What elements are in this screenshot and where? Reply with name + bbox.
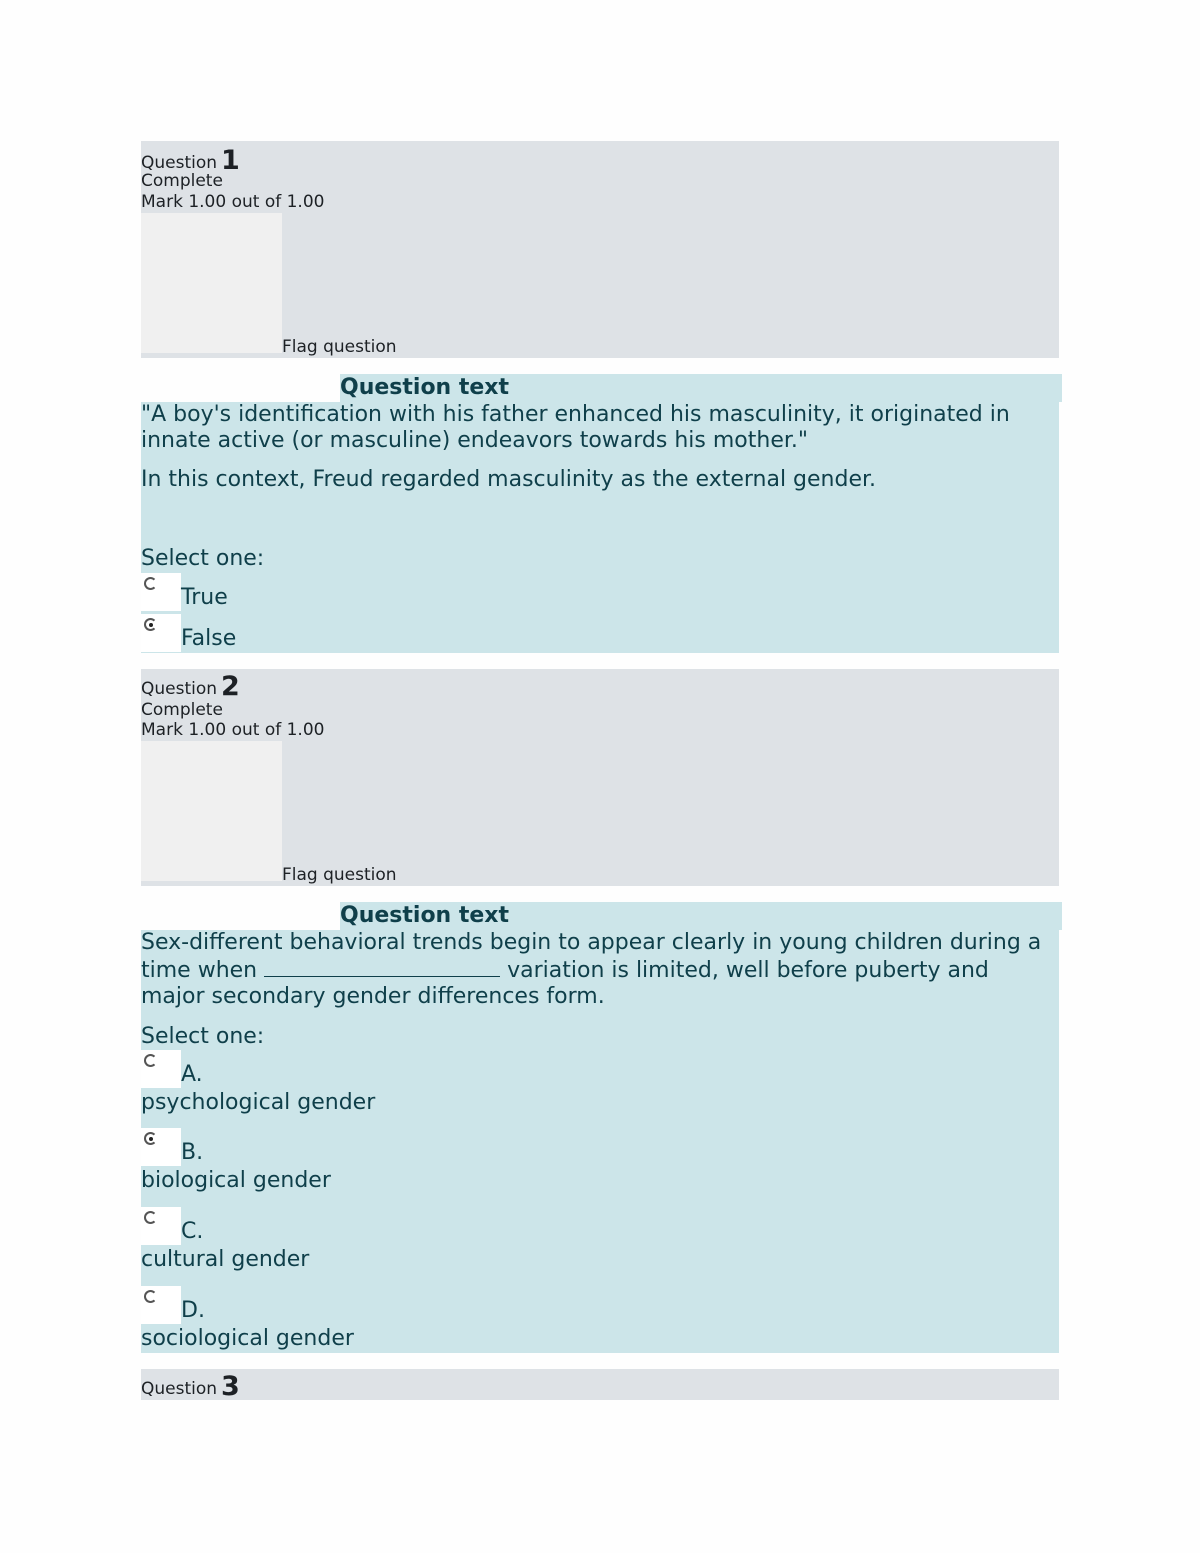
option-answer: psychological gender (141, 1090, 376, 1115)
radio-unchecked-icon[interactable] (144, 1211, 157, 1224)
question-3-number (141, 1370, 240, 1401)
question-1-formulation (141, 374, 1059, 653)
question-1-text: "A boy's identification with his father enhanced his masculinity, it originated in innate active (or masculine) endeavors towards his mother." (141, 402, 1010, 453)
question-number: 1 (221, 145, 240, 176)
radio-unchecked-icon[interactable] (144, 1054, 157, 1067)
question-number: 2 (221, 671, 240, 702)
question-1-option-false[interactable] (141, 614, 741, 654)
option-label: True (181, 585, 228, 610)
question-2-option-b[interactable] (141, 1128, 741, 1198)
option-letter: A. (181, 1062, 203, 1087)
question-1-select-one: Select one: (141, 546, 265, 571)
question-1-state: Complete (141, 171, 223, 191)
question-label: Question (141, 153, 218, 173)
question-1-text-heading: Question text (340, 374, 1062, 402)
radio-unchecked-icon[interactable] (144, 1290, 157, 1303)
radio-checked-icon[interactable] (144, 1132, 157, 1145)
question-2-select-one: Select one: (141, 1024, 265, 1049)
heading-spacer (141, 902, 340, 930)
option-letter: C. (181, 1219, 204, 1244)
question-2-text (141, 930, 1051, 1010)
option-answer: cultural gender (141, 1247, 310, 1272)
radio-unchecked-icon[interactable] (144, 577, 157, 590)
heading-spacer (141, 374, 340, 402)
text-after-blank: variation is limited, well before puberty and major secondary gender differences form. (141, 958, 989, 1009)
option-label: False (181, 626, 237, 651)
question-label: Question (141, 1379, 218, 1399)
question-2-number (141, 670, 240, 701)
radio-container[interactable] (141, 614, 181, 652)
radio-container[interactable] (141, 1128, 181, 1166)
question-1-flag-link[interactable]: Flag question (282, 337, 397, 357)
radio-checked-icon[interactable] (144, 618, 157, 631)
question-2-state: Complete (141, 700, 223, 720)
question-2-info (141, 669, 1059, 886)
question-1-info (141, 141, 1059, 358)
question-1-option-true[interactable] (141, 573, 741, 613)
radio-container[interactable] (141, 573, 181, 611)
option-letter: D. (181, 1298, 205, 1323)
question-2-grade: Mark 1.00 out of 1.00 (141, 720, 325, 740)
question-number: 3 (221, 1371, 240, 1402)
question-2-flag-link[interactable]: Flag question (282, 865, 397, 885)
radio-container[interactable] (141, 1286, 181, 1324)
radio-container[interactable] (141, 1050, 181, 1088)
option-letter: B. (181, 1140, 204, 1165)
option-answer: sociological gender (141, 1326, 354, 1351)
radio-container[interactable] (141, 1207, 181, 1245)
flag-icon[interactable] (141, 213, 282, 353)
option-answer: biological gender (141, 1168, 331, 1193)
question-1-statement: In this context, Freud regarded masculinity as the external gender. (141, 467, 877, 492)
question-2-text-heading: Question text (340, 902, 1062, 930)
question-2-option-c[interactable] (141, 1207, 741, 1277)
question-2-formulation (141, 902, 1059, 1353)
text-before-blank: Sex-different behavioral trends begin to appear clearly in young children during a time when (141, 930, 1042, 983)
flag-icon[interactable] (141, 741, 282, 881)
question-label: Question (141, 679, 218, 699)
question-3-info (141, 1369, 1059, 1400)
answer-blank (264, 956, 500, 977)
question-2-option-a[interactable] (141, 1050, 741, 1120)
question-1-grade: Mark 1.00 out of 1.00 (141, 192, 325, 212)
question-2-option-d[interactable] (141, 1286, 741, 1356)
